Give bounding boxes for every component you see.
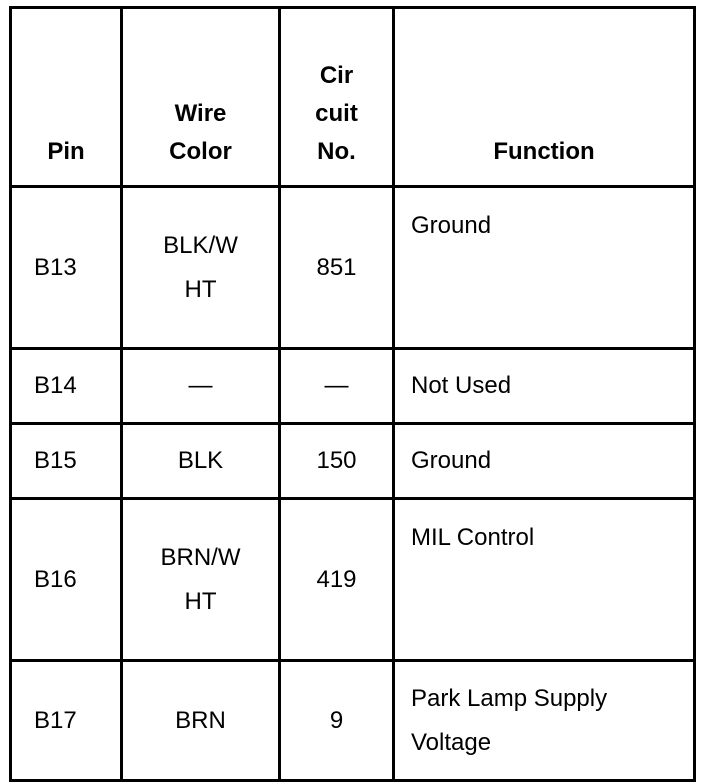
- cell-function: Ground: [394, 187, 695, 349]
- cell-wire-color: BRN: [122, 661, 280, 781]
- header-circuit-no: Cir cuit No.: [280, 8, 394, 187]
- cell-wire-color: —: [122, 349, 280, 424]
- cell-function: Park Lamp Supply Voltage: [394, 661, 695, 781]
- table-row: [11, 424, 695, 499]
- cell-wire-color: BLK: [122, 424, 280, 499]
- header-row: [11, 8, 695, 187]
- table-row: [11, 661, 695, 781]
- cell-circuit: 419: [280, 499, 394, 661]
- cell-function: Ground: [394, 424, 695, 499]
- cell-circuit: —: [280, 349, 394, 424]
- cell-pin: B16: [11, 499, 122, 661]
- cell-wire-color: BLK/W HT: [122, 187, 280, 349]
- cell-function: Not Used: [394, 349, 695, 424]
- cell-pin: B15: [11, 424, 122, 499]
- cell-wire-color: BRN/W HT: [122, 499, 280, 661]
- header-pin: Pin: [11, 8, 122, 187]
- cell-circuit: 851: [280, 187, 394, 349]
- cell-circuit: 150: [280, 424, 394, 499]
- header-wire-color: Wire Color: [122, 8, 280, 187]
- table-header: [11, 8, 695, 187]
- cell-function: MIL Control: [394, 499, 695, 661]
- cell-pin: B14: [11, 349, 122, 424]
- table-row: [11, 187, 695, 349]
- table-row: [11, 499, 695, 661]
- table-row: [11, 349, 695, 424]
- cell-pin: B13: [11, 187, 122, 349]
- cell-pin: B17: [11, 661, 122, 781]
- cell-circuit: 9: [280, 661, 394, 781]
- header-function: Function: [394, 8, 695, 187]
- pin-table: [9, 6, 696, 782]
